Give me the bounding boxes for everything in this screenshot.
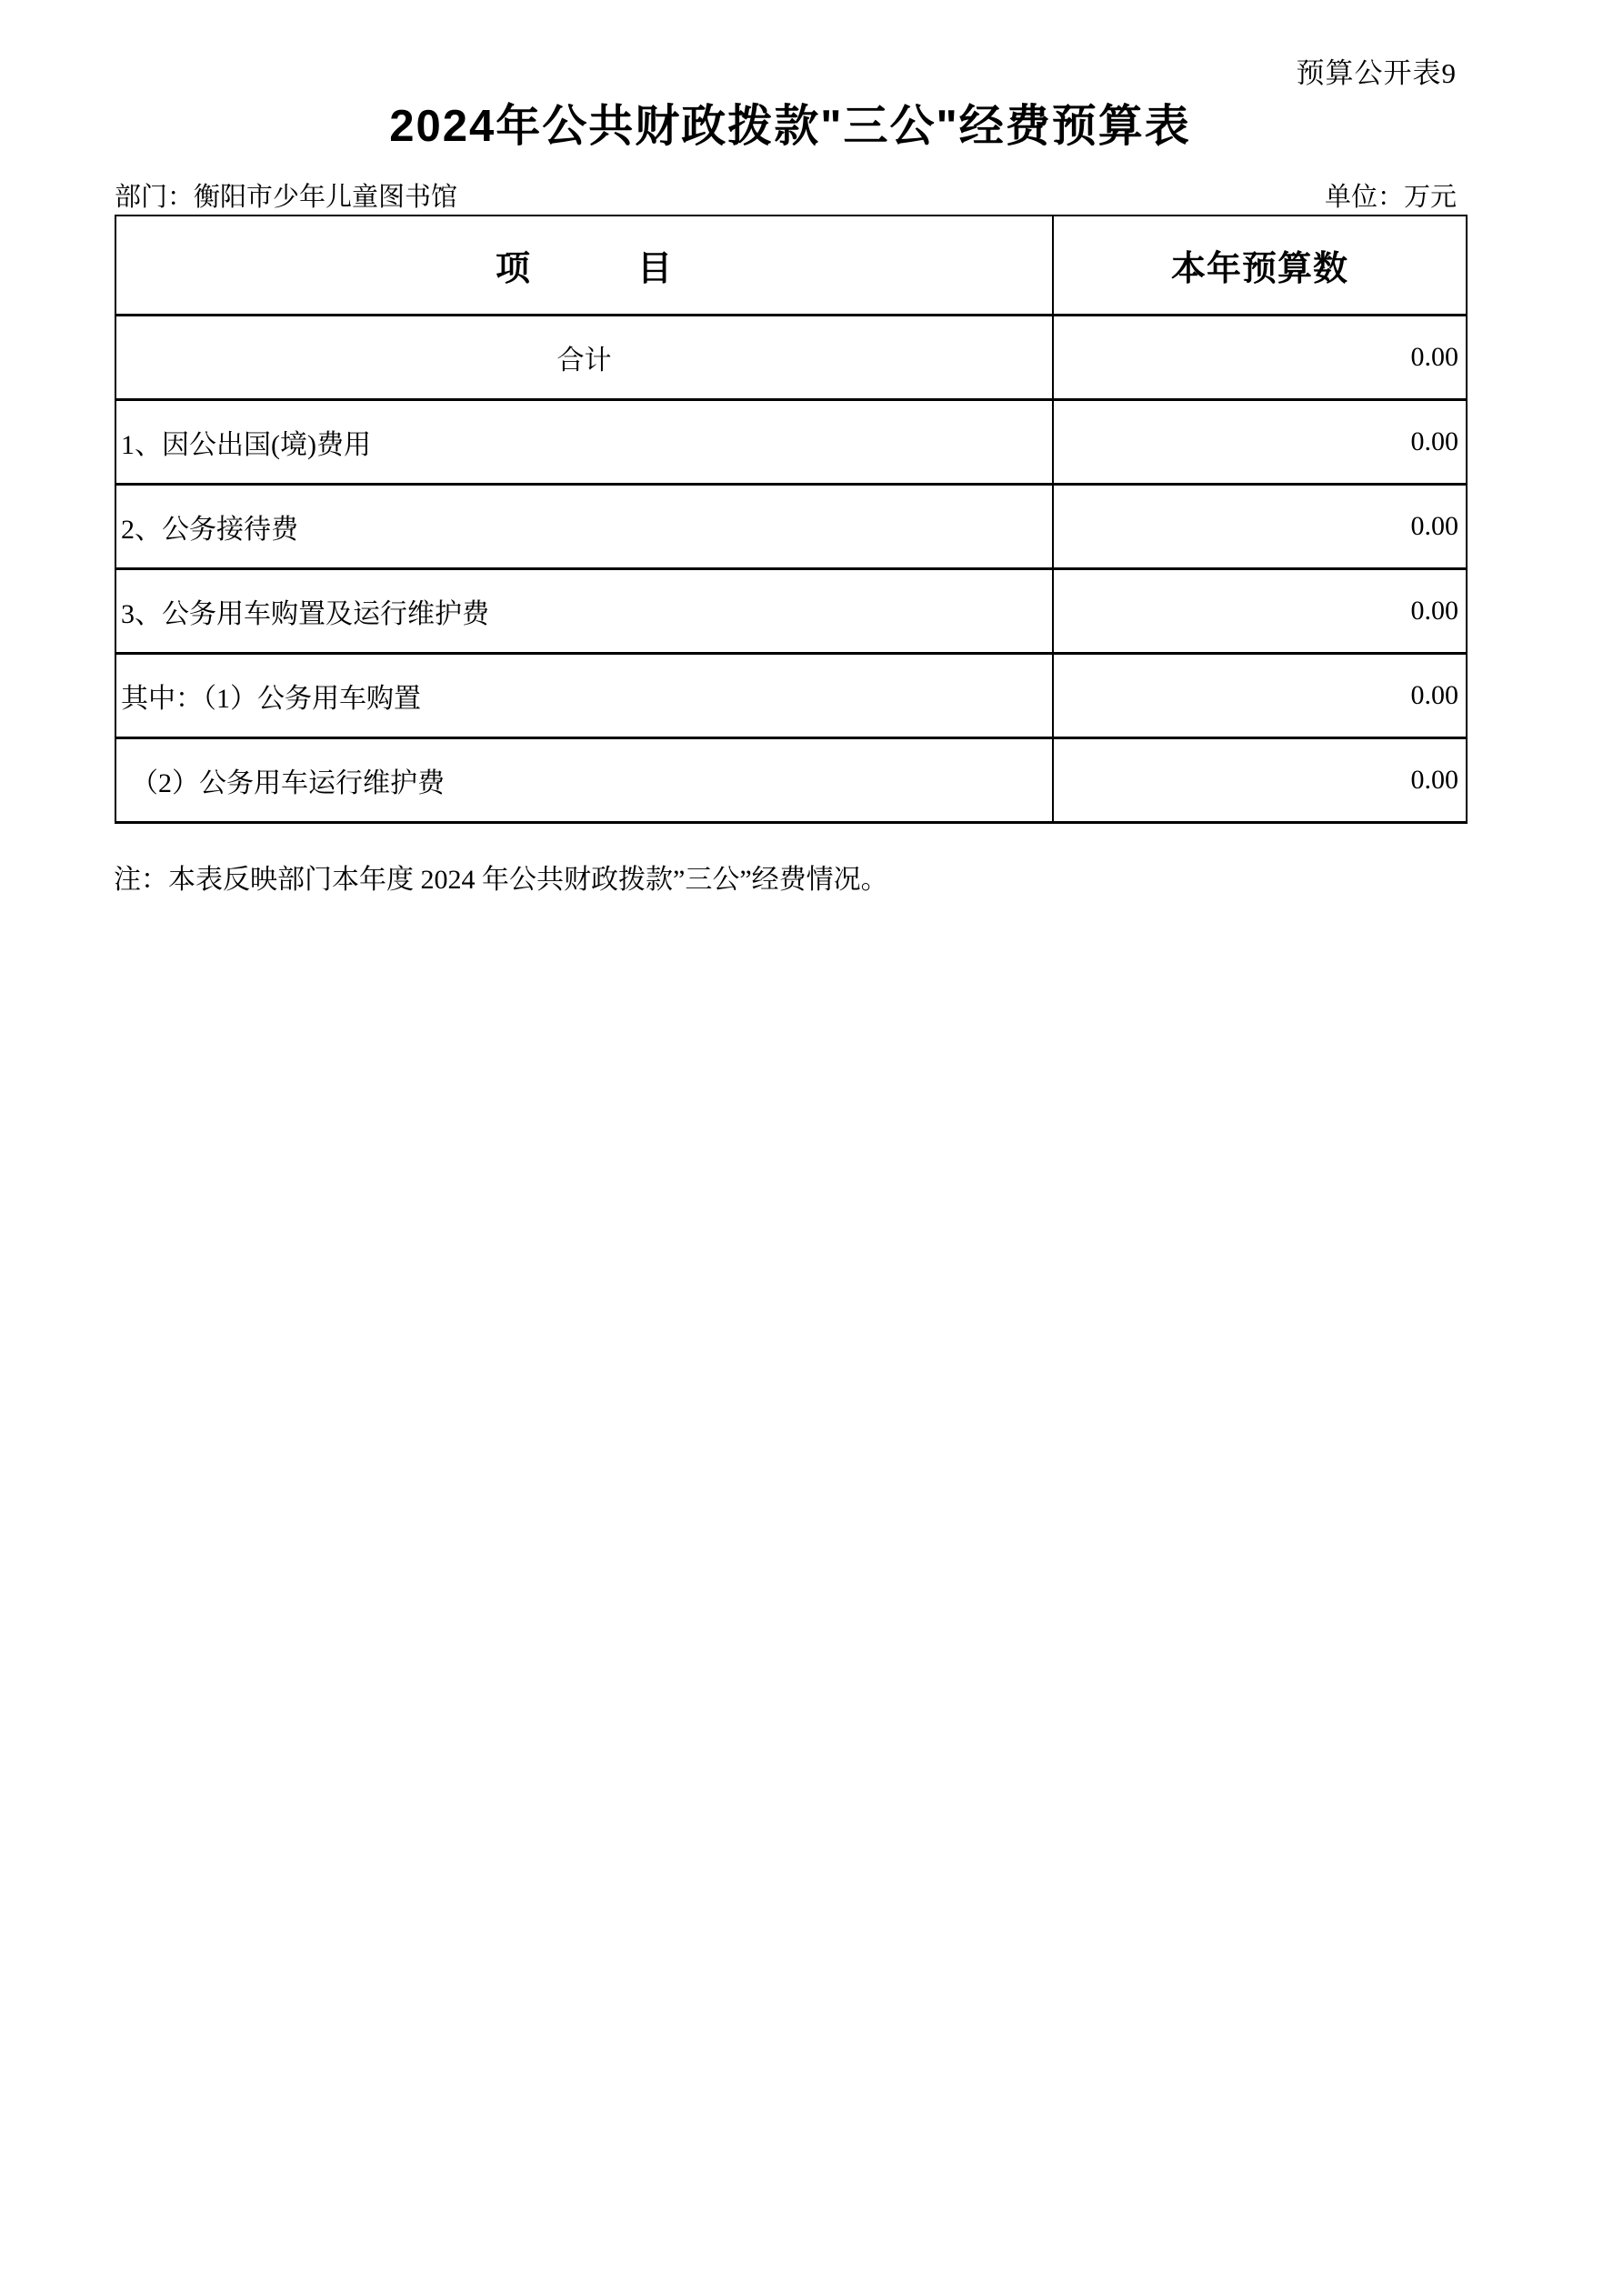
table-row-vehicle-purchase	[115, 653, 1467, 737]
form-number-label: 预算公开表9	[1296, 57, 1457, 89]
row-value-vehicle-expense: 0.00	[1053, 568, 1467, 653]
row-value-reception-expense: 0.00	[1053, 484, 1467, 568]
row-value-vehicle-purchase: 0.00	[1053, 653, 1467, 737]
row-value-vehicle-maintenance: 0.00	[1053, 737, 1467, 822]
row-label-vehicle-maintenance: （2）公务用车运行维护费	[115, 737, 1053, 822]
table-row-vehicle-expense	[115, 568, 1467, 653]
page-title: 2024年公共财政拨款"三公"经费预算表	[389, 102, 1191, 151]
row-label-vehicle-purchase: 其中：（1）公务用车购置	[115, 653, 1053, 737]
column-header-item: 项 目	[115, 216, 1053, 315]
row-label-reception-expense: 2、公务接待费	[115, 484, 1053, 568]
row-label-total: 合计	[115, 315, 1053, 399]
unit-label: 单位：万元	[1324, 183, 1457, 212]
table-row-reception-expense	[115, 484, 1467, 568]
row-label-vehicle-expense: 3、公务用车购置及运行维护费	[115, 568, 1053, 653]
table-row-abroad-expense	[115, 399, 1467, 484]
table-footnote: 注：本表反映部门本年度 2024 年公共财政拨款”三公”经费情况。	[114, 865, 888, 895]
table-row-vehicle-maintenance	[115, 737, 1467, 822]
row-label-abroad-expense: 1、因公出国(境)费用	[115, 399, 1053, 484]
row-value-abroad-expense: 0.00	[1053, 399, 1467, 484]
row-value-total: 0.00	[1053, 315, 1467, 399]
table-header-row	[115, 216, 1467, 315]
department-label: 部门：衡阳市少年儿童图书馆	[115, 183, 458, 212]
budget-table	[115, 215, 1468, 824]
table-row-total	[115, 315, 1467, 399]
table-meta-row	[115, 176, 1466, 214]
column-header-budget: 本年预算数	[1053, 216, 1467, 315]
